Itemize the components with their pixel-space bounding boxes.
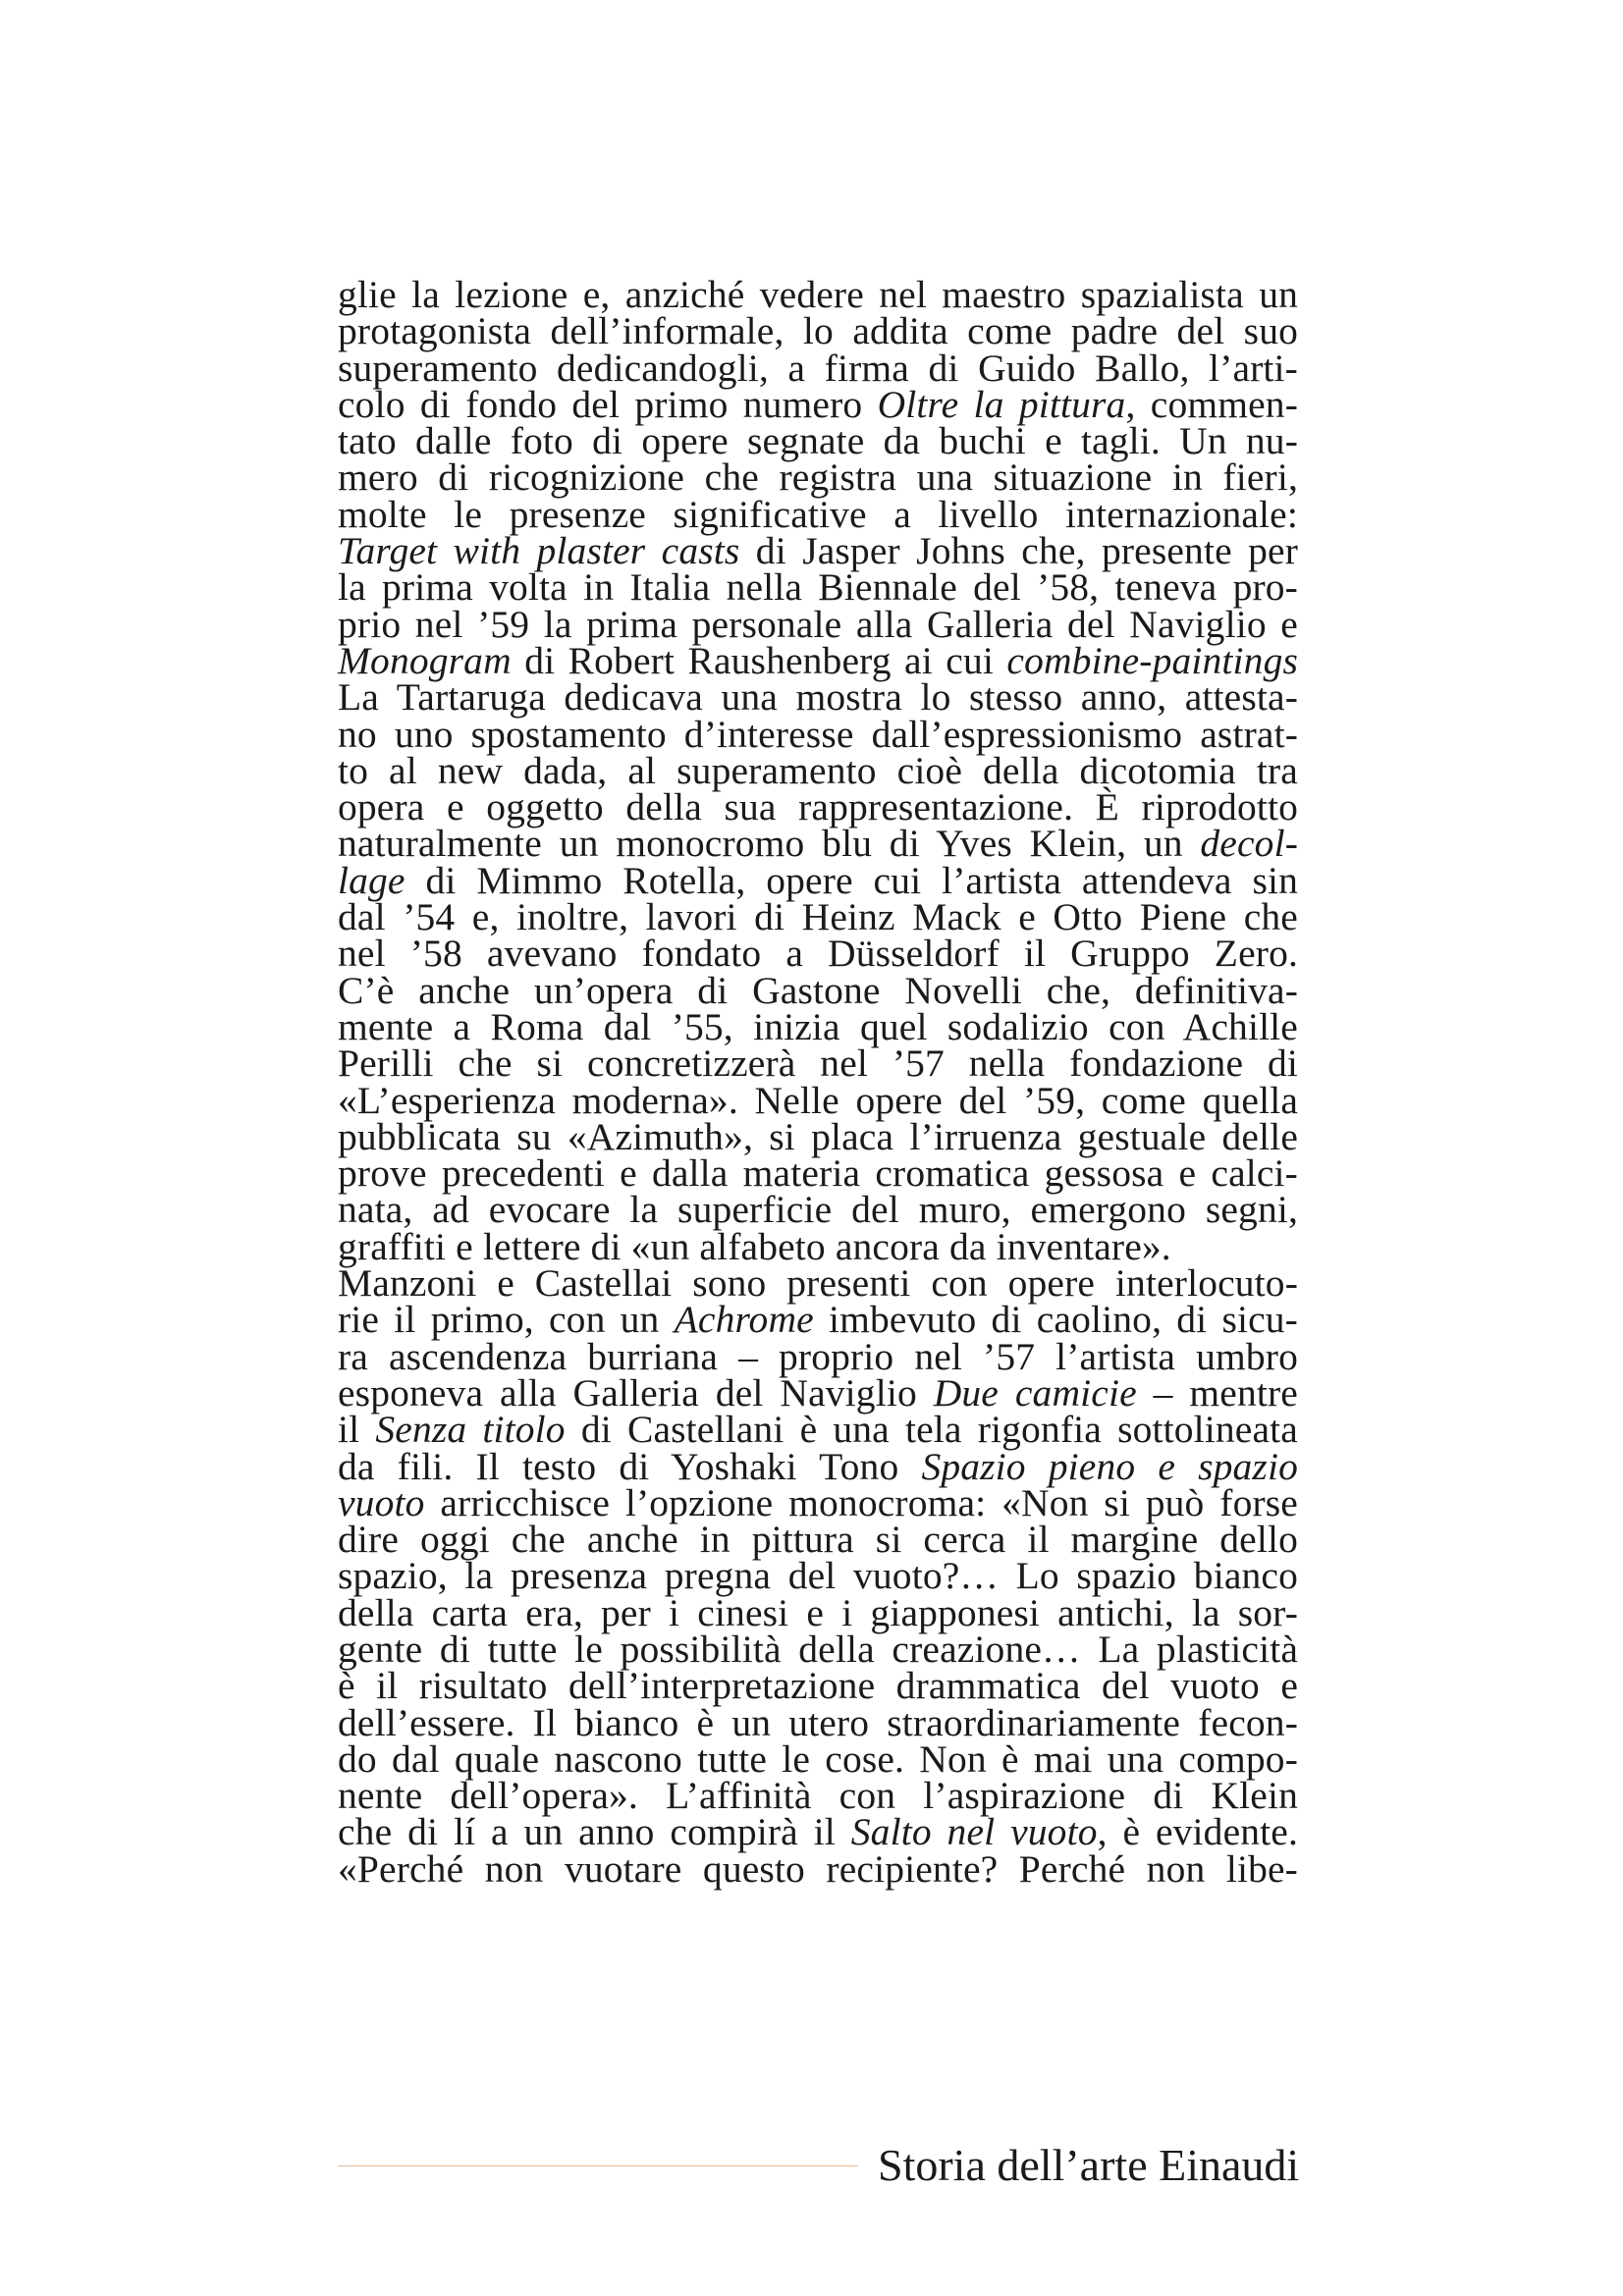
text-segment: di Jasper Johns che, presente per bbox=[739, 529, 1298, 573]
text-segment: «L’esperienza moderna». Nelle opere del ’59, come quella bbox=[338, 1078, 1298, 1122]
text-line bbox=[338, 455, 1298, 500]
italic-title: Senza titolo bbox=[375, 1408, 566, 1452]
text-line bbox=[338, 1554, 1298, 1598]
text-line bbox=[338, 1224, 1298, 1268]
text-segment: La Tartaruga dedicava una mostra lo stesso anno, attesta- bbox=[338, 675, 1298, 720]
footer-title: Storia dell’arte Einaudi bbox=[878, 2140, 1300, 2190]
italic-title: Target with plaster casts bbox=[338, 529, 740, 573]
italic-title: Salto nel vuoto bbox=[850, 1810, 1098, 1854]
text-line bbox=[338, 1370, 1298, 1415]
text-segment: prove precedenti e dalla materia cromatica gessosa e calci- bbox=[338, 1151, 1298, 1196]
text-segment: gente di tutte le possibilità della creazione… La plasticità bbox=[338, 1627, 1298, 1671]
text-line bbox=[338, 1590, 1298, 1634]
text-line bbox=[338, 1298, 1298, 1342]
text-line bbox=[338, 565, 1298, 610]
italic-title: Achrome bbox=[674, 1298, 814, 1342]
text-line bbox=[338, 1480, 1298, 1524]
text-segment: naturalmente un monocromo blu di Yves Klein, un bbox=[338, 822, 1201, 866]
text-line bbox=[338, 1151, 1298, 1196]
text-line bbox=[338, 309, 1298, 353]
text-segment: dell’essere. Il bianco è un utero straordinariamente fecon- bbox=[338, 1700, 1298, 1744]
text-segment: glie la lezione e, anziché vedere nel maestro spazialista un bbox=[338, 273, 1298, 316]
text-line bbox=[338, 529, 1298, 573]
text-segment: Perilli che si concretizzerà nel ’57 nella fondazione di bbox=[338, 1041, 1298, 1086]
text-line bbox=[338, 858, 1298, 902]
text-segment: , è evidente. bbox=[1097, 1810, 1298, 1854]
text-line bbox=[338, 1408, 1298, 1452]
italic-title: Due camicie bbox=[933, 1370, 1137, 1415]
text-segment: Manzoni e Castellai sono presenti con opere interlocuto- bbox=[338, 1261, 1298, 1306]
text-segment: mente a Roma dal ’55, inizia quel sodalizio con Achille bbox=[338, 1004, 1298, 1048]
text-line bbox=[338, 1444, 1298, 1488]
text-segment: esponeva alla Galleria del Naviglio bbox=[338, 1370, 934, 1415]
text-line bbox=[338, 419, 1298, 463]
text-segment: tato dalle foto di opere segnate da buchi e tagli. Un nu- bbox=[338, 419, 1298, 463]
text-line bbox=[338, 968, 1298, 1012]
text-segment: nel ’58 avevano fondato a Düsseldorf il Gruppo Zero. bbox=[338, 932, 1298, 976]
text-segment: ra ascendenza burriana – proprio nel ’57 l’artista umbro bbox=[338, 1334, 1298, 1378]
text-line bbox=[338, 822, 1298, 866]
text-segment: da fili. Il testo di Yoshaki Tono bbox=[338, 1444, 922, 1488]
italic-title: Spazio pieno e spazio bbox=[921, 1444, 1298, 1488]
text-segment: imbevuto di caolino, di sicu- bbox=[813, 1298, 1298, 1342]
text-line bbox=[338, 1774, 1298, 1818]
text-segment: che di lí a un anno compirà il bbox=[338, 1810, 851, 1854]
text-line bbox=[338, 748, 1298, 792]
italic-title: vuoto bbox=[338, 1480, 425, 1524]
text-segment: dire oggi che anche in pittura si cerca il margine dello bbox=[338, 1518, 1298, 1562]
text-segment: nata, ad evocare la superficie del muro, emergono segni, bbox=[338, 1188, 1298, 1232]
text-line bbox=[338, 1810, 1298, 1854]
text-segment: graffiti e lettere di «un alfabeto ancora da inventare». bbox=[338, 1224, 1171, 1268]
footer-rule bbox=[338, 2165, 858, 2166]
text-line bbox=[338, 1846, 1298, 1891]
text-segment: no uno spostamento d’interesse dall’espressionismo astrat- bbox=[338, 712, 1298, 756]
text-line bbox=[338, 712, 1298, 756]
text-segment: mero di ricognizione che registra una situazione in fieri, bbox=[338, 455, 1298, 500]
text-segment: do dal quale nascono tutte le cose. Non è mai una compo- bbox=[338, 1736, 1298, 1781]
text-line bbox=[338, 785, 1298, 829]
text-segment: «Perché non vuotare questo recipiente? Perché non libe- bbox=[338, 1846, 1298, 1891]
italic-title: decol- bbox=[1200, 822, 1298, 866]
text-line bbox=[338, 1627, 1298, 1671]
text-segment: – mentre bbox=[1136, 1370, 1298, 1415]
text-segment: il bbox=[338, 1408, 376, 1452]
text-segment: , commen- bbox=[1125, 382, 1298, 426]
italic-title: combine-paintings bbox=[1006, 638, 1298, 682]
text-line bbox=[338, 602, 1298, 646]
text-line bbox=[338, 1700, 1298, 1744]
text-line bbox=[338, 638, 1298, 682]
text-segment: la prima volta in Italia nella Biennale del ’58, teneva pro- bbox=[338, 565, 1298, 610]
text-segment: dal ’54 e, inoltre, lavori di Heinz Mack e Otto Piene che bbox=[338, 895, 1298, 939]
text-line bbox=[338, 1518, 1298, 1562]
text-segment: rie il primo, con un bbox=[338, 1298, 675, 1342]
text-line bbox=[338, 932, 1298, 976]
text-segment: colo di fondo del primo numero bbox=[338, 382, 878, 426]
text-line bbox=[338, 1664, 1298, 1708]
text-segment: arricchisce l’opzione monocroma: «Non si può forse bbox=[424, 1480, 1298, 1524]
text-line bbox=[338, 1334, 1298, 1378]
body-text bbox=[338, 273, 1298, 1891]
text-segment: C’è anche un’opera di Gastone Novelli che, definitiva- bbox=[338, 968, 1298, 1012]
italic-title: lage bbox=[338, 858, 406, 902]
text-segment: di Mimmo Rotella, opere cui l’artista attendeva sin bbox=[405, 858, 1298, 902]
text-line bbox=[338, 346, 1298, 390]
text-line bbox=[338, 1041, 1298, 1086]
italic-title: Monogram bbox=[338, 638, 512, 682]
text-segment: to al new dada, al superamento cioè della dicotomia tra bbox=[338, 748, 1298, 792]
text-segment: di Castellani è una tela rigonfia sottolineata bbox=[565, 1408, 1298, 1452]
text-segment: è il risultato dell’interpretazione drammatica del vuoto e bbox=[338, 1664, 1298, 1708]
text-line bbox=[338, 1261, 1298, 1306]
text-line bbox=[338, 1004, 1298, 1048]
text-segment: molte le presenze significative a livello internazionale: bbox=[338, 492, 1298, 536]
text-line bbox=[338, 1188, 1298, 1232]
text-line bbox=[338, 273, 1298, 316]
italic-title: Oltre la pittura bbox=[877, 382, 1126, 426]
text-line bbox=[338, 382, 1298, 426]
text-line bbox=[338, 895, 1298, 939]
text-line bbox=[338, 675, 1298, 720]
text-segment: nente dell’opera». L’affinità con l’aspirazione di Klein bbox=[338, 1774, 1298, 1818]
text-line bbox=[338, 1736, 1298, 1781]
text-segment: spazio, la presenza pregna del vuoto?… Lo spazio bianco bbox=[338, 1554, 1298, 1598]
text-line bbox=[338, 1078, 1298, 1122]
text-segment: di Robert Raushenberg ai cui bbox=[511, 638, 1007, 682]
text-segment: protagonista dell’informale, lo addita come padre del suo bbox=[338, 309, 1298, 353]
text-line bbox=[338, 1114, 1298, 1158]
text-segment: prio nel ’59 la prima personale alla Galleria del Naviglio e bbox=[338, 602, 1298, 646]
text-line bbox=[338, 492, 1298, 536]
text-segment: opera e oggetto della sua rappresentazione. È riprodotto bbox=[338, 785, 1298, 829]
text-segment: superamento dedicandogli, a firma di Guido Ballo, l’arti- bbox=[338, 346, 1298, 390]
text-segment: pubblicata su «Azimuth», si placa l’irruenza gestuale delle bbox=[338, 1114, 1298, 1158]
text-segment: della carta era, per i cinesi e i giapponesi antichi, la sor- bbox=[338, 1590, 1298, 1634]
